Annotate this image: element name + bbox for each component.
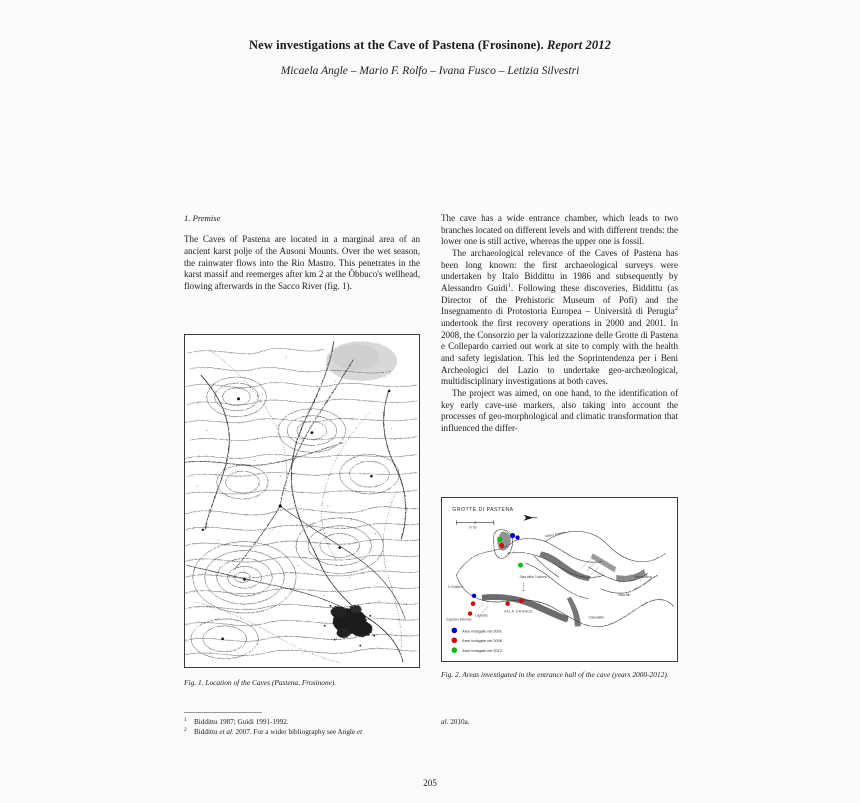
- legend-label-2008: Aree indagate nel 2008: [462, 639, 502, 644]
- figure-1-caption: Fig. 1. Location of the Caves (Pastena, Frosinone).: [184, 678, 337, 687]
- label-sala-blu: Sala Blu: [618, 592, 631, 597]
- marker-2012: [497, 537, 502, 542]
- marker-2001: [472, 594, 476, 598]
- right-paragraph-2: [441, 248, 678, 388]
- marker-2008: [471, 601, 476, 606]
- marker-2001: [510, 533, 515, 538]
- figure-1: [184, 334, 420, 668]
- authors-line: Micaela Angle – Mario F. Rolfo – Ivana Fusco – Letizia Silvestri: [280, 65, 580, 77]
- title-main: New investigations at the Cave of Pastena (Frosinone).: [249, 38, 547, 52]
- marker-2008: [505, 601, 510, 606]
- section-heading-premise: 1. Premise: [184, 213, 221, 223]
- legend-swatch-2012: [452, 647, 458, 653]
- label-sala-colonne: Sala delle Colonne: [519, 575, 547, 580]
- footnote-2-continuation: [441, 717, 678, 727]
- footnote-2-cont-text: 2010a.: [448, 718, 470, 726]
- topographic-map-image: [185, 335, 419, 667]
- legend-swatch-2008: [452, 637, 458, 643]
- right-paragraph-2b: . Following these discoveries, Biddittu (as Director of the Prehistoric Museum of Pofi) and the Insegnamento di Protostoria Europea – Università di Perugia: [441, 282, 678, 317]
- footnote-ref-1[interactable]: 1: [507, 281, 511, 289]
- figure-2-caption-line-2: 2000-2012).: [632, 670, 669, 679]
- right-paragraph-1: The cave has a wide entrance chamber, which leads to two branches located on different levels and with different trends: the lower one is still active, whereas the upper one is fossil.: [441, 213, 678, 247]
- figure-2-caption: [441, 670, 681, 679]
- right-column: [441, 213, 678, 434]
- footnote-2-text-a: Biddittu: [194, 728, 220, 737]
- marker-2008: [468, 611, 472, 615]
- footnote-2: 2 Biddittu et al. 2007. For a wider bibliography see Angle et: [184, 726, 363, 737]
- cave-map-title: GROTTE DI PASTENA: [452, 506, 514, 513]
- legend-label-2012: Aree indagate nel 2012: [462, 649, 502, 654]
- legend-label-2001: Aree indagate nel 2001: [462, 629, 502, 634]
- footnote-1-text: Biddittu 1987; Guidi 1991-1992.: [194, 718, 289, 726]
- right-paragraph-2a: The archaeological relevance of the Caves of Pastena has been long known: the first archaeological surveys were undertaken by Italo Biddittu in 1986 and subsequently by Alessandro Guidi: [441, 247, 678, 293]
- label-cimitero: Il Cimitero: [448, 584, 464, 589]
- legend-swatch-2001: [452, 628, 458, 634]
- footnote-1: 1 Biddittu 1987; Guidi 1991-1992.: [184, 716, 289, 726]
- left-paragraph-1: The Caves of Pastena are located in a marginal area of an ancient karst polje of the Ausoni Mounts. Over the wet season, the rainwater flows into the Rio Mastro. This penetrates in the karst massif and reemerges after km 2 at the Òbbuco's wellhead, flowing afterwards in the Sacco River (fig. 1).: [184, 234, 420, 291]
- marker-2012: [518, 563, 523, 568]
- label-albero-caduto: Albero Caduto: [544, 530, 566, 539]
- left-column: [184, 213, 420, 293]
- figure-2-frame: [441, 497, 678, 662]
- label-ramo-attivo: Ramo Attivo: [634, 575, 652, 580]
- marker-2001: [515, 535, 519, 539]
- cave-plan-image: [442, 498, 677, 661]
- footnote-2-etal-1: et al.: [219, 728, 234, 737]
- scale-label: m 50: [469, 525, 477, 530]
- right-paragraph-3: The project was aimed, on one hand, to the identification of key early cave-use markers, also taking into account the processes of geo-morphological and climatic transformation that influenced the differ-: [441, 387, 678, 433]
- footnote-2-etal-2: et: [356, 728, 363, 737]
- page-title: [0, 38, 860, 53]
- label-sala-grande: SALA GRANDE: [503, 609, 534, 614]
- footnotes-left: [184, 717, 434, 738]
- right-paragraph-2c: undertook the first recovery operations in 2000 and 2001. In 2008, the Consorzio per la valorizzazione delle Grotte di Pastena e Collepardo carried out work at site to comply with the health and safety legislation. This led the Soprintendenza per i Beni Archeologici del Lazio to undertake geo-archæological, multidisciplinary investigations at both caves.: [441, 317, 678, 387]
- marker-2008: [499, 543, 504, 548]
- label-ingresso-inferiore: Ingresso inferiore: [446, 617, 472, 622]
- footnote-ref-2[interactable]: 2: [674, 305, 678, 313]
- figure-2: [441, 497, 678, 662]
- label-cascatelle: Cascatelle: [588, 615, 604, 620]
- footnote-2-text-b: 2007. For a wider bibliography see Angle: [233, 728, 357, 737]
- figure-1-frame: [184, 334, 420, 668]
- title-report: Report 2012: [547, 38, 611, 52]
- figure-2-caption-line-1: Fig. 2. Areas investigated in the entrance hall of the cave (years: [441, 670, 631, 679]
- footnotes-right: [441, 717, 678, 727]
- footnote-separator: [184, 712, 262, 713]
- marker-2008: [519, 599, 523, 603]
- footnote-2-cont-italic: al.: [441, 718, 449, 726]
- page-number: 205: [423, 778, 437, 788]
- label-laghetto: Laghetto: [475, 613, 488, 618]
